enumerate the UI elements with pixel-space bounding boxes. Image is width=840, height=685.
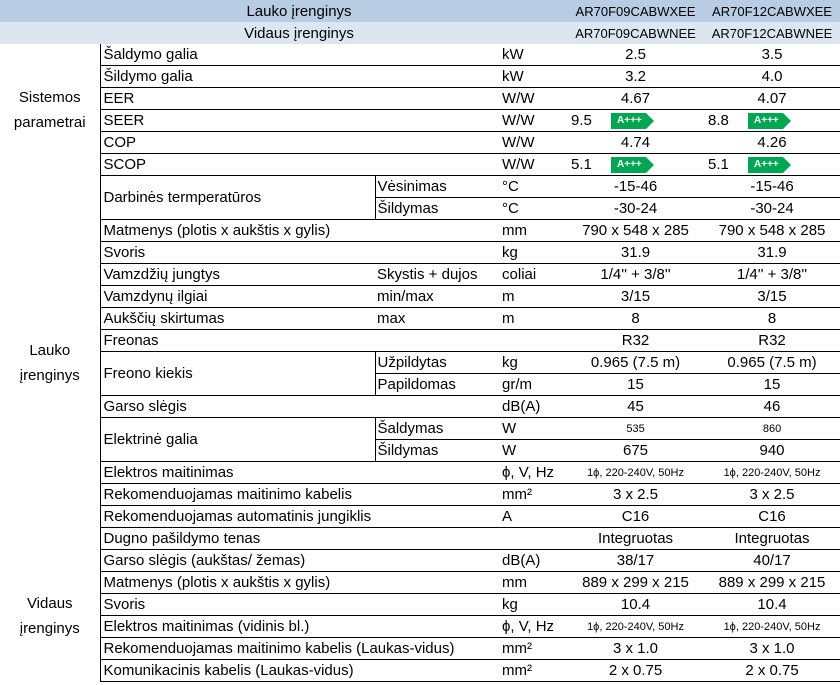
table-row bbox=[0, 528, 840, 550]
table-row bbox=[0, 462, 840, 484]
row-sublabel: Šildymas bbox=[375, 440, 498, 462]
row-label: Elektrinė galia bbox=[100, 418, 375, 462]
header-outdoor-row bbox=[0, 0, 840, 22]
table-row bbox=[0, 220, 840, 242]
row-value-2: 860 bbox=[704, 418, 840, 440]
row-unit: °C bbox=[498, 198, 567, 220]
table-row bbox=[0, 352, 840, 374]
row-unit: W/W bbox=[498, 110, 567, 132]
table-row bbox=[0, 286, 840, 308]
outdoor-model-1: AR70F09CABWXEE bbox=[567, 0, 704, 22]
row-label: Komunikacinis kabelis (Laukas-vidus) bbox=[100, 660, 498, 682]
row-value-1: 31.9 bbox=[567, 242, 704, 264]
table-row bbox=[0, 660, 840, 682]
row-value-2: -30-24 bbox=[704, 198, 840, 220]
row-sublabel: Vėsinimas bbox=[375, 176, 498, 198]
row-sublabel: max bbox=[375, 308, 498, 330]
row-value-1: 0.965 (7.5 m) bbox=[567, 352, 704, 374]
row-label: Svoris bbox=[100, 242, 498, 264]
energy-class-badge-icon: A+++ bbox=[611, 157, 646, 173]
row-unit: kW bbox=[498, 66, 567, 88]
row-label: Aukščių skirtumas bbox=[100, 308, 375, 330]
row-value-1: 535 bbox=[567, 418, 704, 440]
table-row bbox=[0, 550, 840, 572]
row-value-2: 31.9 bbox=[704, 242, 840, 264]
header-outdoor-label: Lauko įrenginys bbox=[100, 0, 498, 22]
header-indoor-row bbox=[0, 22, 840, 44]
row-unit: W/W bbox=[498, 88, 567, 110]
row-value-1: 10.4 bbox=[567, 594, 704, 616]
row-sublabel: Papildomas bbox=[375, 374, 498, 396]
table-row bbox=[0, 44, 840, 66]
row-value-2: 3.5 bbox=[704, 44, 840, 66]
row-value-2: 4.26 bbox=[704, 132, 840, 154]
row-unit bbox=[498, 330, 567, 352]
indoor-model-1: AR70F09CABWNEE bbox=[567, 22, 704, 44]
table-row bbox=[0, 506, 840, 528]
row-label: Svoris bbox=[100, 594, 498, 616]
row-label: Matmenys (plotis x aukštis x gylis) bbox=[100, 220, 498, 242]
row-unit: coliai bbox=[498, 264, 567, 286]
table-row bbox=[0, 176, 840, 198]
section-indoor: Vidaus įrenginys bbox=[0, 550, 100, 682]
row-value-1: 4.67 bbox=[567, 88, 704, 110]
row-value-1: 3 x 1.0 bbox=[567, 638, 704, 660]
table-row bbox=[0, 88, 840, 110]
row-value-1: 2.5 bbox=[567, 44, 704, 66]
scop-value-2: 5.1 bbox=[708, 156, 729, 173]
row-label: Matmenys (plotis x aukštis x gylis) bbox=[100, 572, 498, 594]
row-value-1: 3.2 bbox=[567, 66, 704, 88]
row-label: SEER bbox=[100, 110, 498, 132]
row-unit: mm bbox=[498, 572, 567, 594]
row-sublabel: Šildymas bbox=[375, 198, 498, 220]
table-row bbox=[0, 110, 840, 132]
row-value-2: 1ϕ, 220-240V, 50Hz bbox=[704, 462, 840, 484]
section-system: Sistemos parametrai bbox=[0, 44, 100, 176]
row-label: Elektros maitinimas bbox=[100, 462, 498, 484]
table-row bbox=[0, 594, 840, 616]
row-value-1: 4.74 bbox=[567, 132, 704, 154]
row-unit: kW bbox=[498, 44, 567, 66]
row-value-2: 790 x 548 x 285 bbox=[704, 220, 840, 242]
row-value-2: 15 bbox=[704, 374, 840, 396]
indoor-model-2: AR70F12CABWNEE bbox=[704, 22, 840, 44]
row-value-1: 1ϕ, 220-240V, 50Hz bbox=[567, 616, 704, 638]
row-sublabel: Užpildytas bbox=[375, 352, 498, 374]
row-value-2: 3 x 2.5 bbox=[704, 484, 840, 506]
energy-class-badge-icon: A+++ bbox=[748, 157, 783, 173]
row-value-1: 38/17 bbox=[567, 550, 704, 572]
row-unit bbox=[498, 528, 567, 550]
row-label: Freonas bbox=[100, 330, 498, 352]
energy-class-badge-icon: A+++ bbox=[611, 113, 646, 129]
row-value-2: Integruotas bbox=[704, 528, 840, 550]
row-value-1: 15 bbox=[567, 374, 704, 396]
row-value-2: 0.965 (7.5 m) bbox=[704, 352, 840, 374]
row-value-2: 1ϕ, 220-240V, 50Hz bbox=[704, 616, 840, 638]
row-value-2: 4.0 bbox=[704, 66, 840, 88]
row-unit: kg bbox=[498, 352, 567, 374]
row-value-2 bbox=[704, 110, 840, 132]
row-value-2: R32 bbox=[704, 330, 840, 352]
table-row bbox=[0, 154, 840, 176]
row-value-1: Integruotas bbox=[567, 528, 704, 550]
row-sublabel: Skystis + dujos bbox=[375, 264, 498, 286]
row-value-1: R32 bbox=[567, 330, 704, 352]
row-unit: ϕ, V, Hz bbox=[498, 462, 567, 484]
header-indoor-label: Vidaus įrenginys bbox=[100, 22, 498, 44]
row-value-1: 1/4'' + 3/8'' bbox=[567, 264, 704, 286]
table-row bbox=[0, 308, 840, 330]
table-row bbox=[0, 132, 840, 154]
seer-value-1: 9.5 bbox=[571, 112, 592, 129]
seer-value-2: 8.8 bbox=[708, 112, 729, 129]
row-unit: W/W bbox=[498, 154, 567, 176]
row-label: EER bbox=[100, 88, 498, 110]
row-value-1: 1ϕ, 220-240V, 50Hz bbox=[567, 462, 704, 484]
row-label: Rekomenduojamas maitinimo kabelis bbox=[100, 484, 498, 506]
row-value-1: -15-46 bbox=[567, 176, 704, 198]
row-value-2: 40/17 bbox=[704, 550, 840, 572]
table-row bbox=[0, 638, 840, 660]
row-label: Šaldymo galia bbox=[100, 44, 498, 66]
row-value-1: 45 bbox=[567, 396, 704, 418]
row-unit: °C bbox=[498, 176, 567, 198]
row-label: Šildymo galia bbox=[100, 66, 498, 88]
row-unit: W bbox=[498, 418, 567, 440]
row-label: Elektros maitinimas (vidinis bl.) bbox=[100, 616, 498, 638]
row-label: Vamzdžių jungtys bbox=[100, 264, 375, 286]
outdoor-model-2: AR70F12CABWXEE bbox=[704, 0, 840, 22]
row-value-2: 2 x 0.75 bbox=[704, 660, 840, 682]
row-value-1: C16 bbox=[567, 506, 704, 528]
row-label: Freono kiekis bbox=[100, 352, 375, 396]
row-value-2: 46 bbox=[704, 396, 840, 418]
row-value-2: 10.4 bbox=[704, 594, 840, 616]
row-label: SCOP bbox=[100, 154, 498, 176]
row-unit: mm² bbox=[498, 660, 567, 682]
row-unit: kg bbox=[498, 594, 567, 616]
table-row bbox=[0, 66, 840, 88]
row-label: COP bbox=[100, 132, 498, 154]
row-unit: ϕ, V, Hz bbox=[498, 616, 567, 638]
row-unit: gr/m bbox=[498, 374, 567, 396]
row-label: Rekomenduojamas automatinis jungiklis bbox=[100, 506, 498, 528]
row-value-2: 8 bbox=[704, 308, 840, 330]
row-unit: A bbox=[498, 506, 567, 528]
row-unit: mm² bbox=[498, 484, 567, 506]
row-value-1: 8 bbox=[567, 308, 704, 330]
row-value-1 bbox=[567, 154, 704, 176]
row-value-2: 889 x 299 x 215 bbox=[704, 572, 840, 594]
table-row bbox=[0, 242, 840, 264]
energy-class-badge-icon: A+++ bbox=[748, 113, 783, 129]
row-value-2: 3 x 1.0 bbox=[704, 638, 840, 660]
row-label: Dugno pašildymo tenas bbox=[100, 528, 498, 550]
row-unit: W bbox=[498, 440, 567, 462]
row-value-1: -30-24 bbox=[567, 198, 704, 220]
row-value-1: 3/15 bbox=[567, 286, 704, 308]
row-value-1: 790 x 548 x 285 bbox=[567, 220, 704, 242]
row-value-1: 889 x 299 x 215 bbox=[567, 572, 704, 594]
row-value-1: 3 x 2.5 bbox=[567, 484, 704, 506]
row-label: Garso slėgis (aukštas/ žemas) bbox=[100, 550, 498, 572]
row-value-2: 3/15 bbox=[704, 286, 840, 308]
row-value-2: 4.07 bbox=[704, 88, 840, 110]
scop-value-1: 5.1 bbox=[571, 156, 592, 173]
row-value-1: 675 bbox=[567, 440, 704, 462]
row-value-1: 2 x 0.75 bbox=[567, 660, 704, 682]
row-label: Darbinės termperatūros bbox=[100, 176, 375, 220]
row-unit: mm² bbox=[498, 638, 567, 660]
row-unit: mm bbox=[498, 220, 567, 242]
table-row bbox=[0, 484, 840, 506]
row-value-2: -15-46 bbox=[704, 176, 840, 198]
section-outdoor: Lauko įrenginys bbox=[0, 176, 100, 550]
table-row bbox=[0, 396, 840, 418]
row-label: Garso slėgis bbox=[100, 396, 498, 418]
table-row bbox=[0, 264, 840, 286]
table-row bbox=[0, 418, 840, 440]
row-sublabel: min/max bbox=[375, 286, 498, 308]
row-unit: W/W bbox=[498, 132, 567, 154]
row-label: Vamzdynų ilgiai bbox=[100, 286, 375, 308]
row-value-2: C16 bbox=[704, 506, 840, 528]
row-value-1 bbox=[567, 110, 704, 132]
row-unit: dB(A) bbox=[498, 396, 567, 418]
row-unit: m bbox=[498, 286, 567, 308]
row-value-2 bbox=[704, 154, 840, 176]
table-row bbox=[0, 330, 840, 352]
row-unit: dB(A) bbox=[498, 550, 567, 572]
row-sublabel: Šaldymas bbox=[375, 418, 498, 440]
row-unit: kg bbox=[498, 242, 567, 264]
table-row bbox=[0, 616, 840, 638]
row-value-2: 940 bbox=[704, 440, 840, 462]
row-unit: m bbox=[498, 308, 567, 330]
table-row bbox=[0, 572, 840, 594]
row-value-2: 1/4'' + 3/8'' bbox=[704, 264, 840, 286]
row-label: Rekomenduojamas maitinimo kabelis (Laukas-vidus) bbox=[100, 638, 498, 660]
